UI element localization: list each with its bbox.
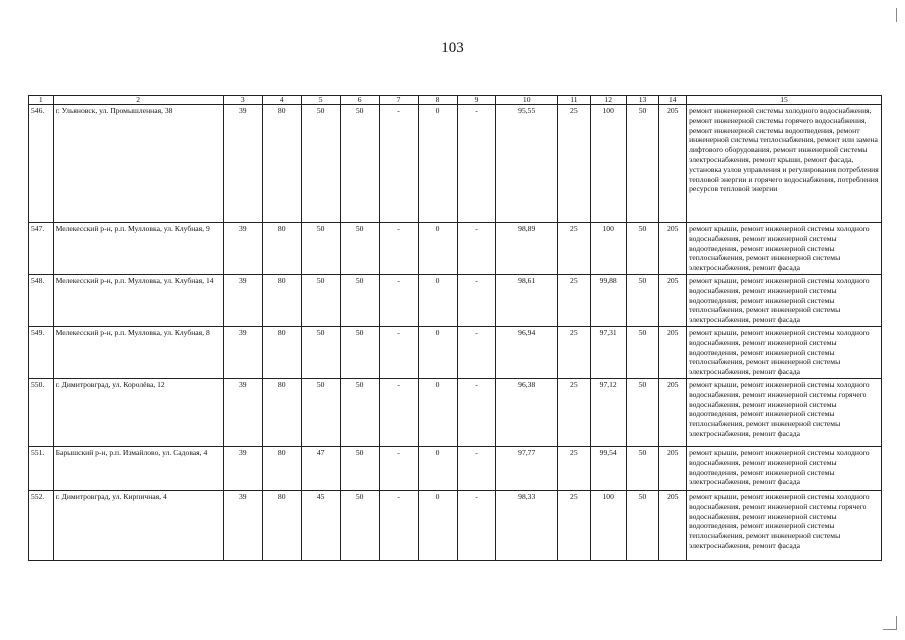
- value-cell: 45: [301, 491, 340, 561]
- scan-edge-bottom-right-h: [883, 629, 897, 630]
- works-description-cell: ремонт крыши, ремонт инженерной системы холодного водоснабжения, ремонт инженерной системы горячего водоснабжения, ремонт инженерной системы водоотведения, ремонт инженерной системы теплоснабжения, ремонт инженерной системы электроснабжения, ремонт фасада: [687, 491, 882, 561]
- value-cell: -: [457, 275, 496, 327]
- value-cell: -: [457, 447, 496, 491]
- value-cell: 39: [223, 447, 262, 491]
- value-cell: 25: [557, 491, 590, 561]
- column-header: 12: [590, 96, 626, 105]
- value-cell: 50: [340, 327, 379, 379]
- table-row: [29, 105, 882, 223]
- value-cell: 39: [223, 275, 262, 327]
- value-cell: 80: [262, 327, 301, 379]
- column-header: 9: [457, 96, 496, 105]
- value-cell: 50: [626, 105, 659, 223]
- address-cell: Мелекесский р-н, р.п. Мулловка, ул. Клубная, 9: [53, 223, 223, 275]
- value-cell: -: [379, 105, 418, 223]
- column-header: 5: [301, 96, 340, 105]
- value-cell: 39: [223, 223, 262, 275]
- value-cell: -: [379, 275, 418, 327]
- value-cell: -: [457, 223, 496, 275]
- value-cell: -: [379, 223, 418, 275]
- column-header: 8: [418, 96, 457, 105]
- value-cell: 100: [590, 491, 626, 561]
- column-header: 15: [687, 96, 882, 105]
- value-cell: 25: [557, 275, 590, 327]
- works-description-cell: ремонт крыши, ремонт инженерной системы холодного водоснабжения, ремонт инженерной системы горячего водоснабжения, ремонт инженерной системы водоотведения, ремонт инженерной системы теплоснабжения, ремонт инженерной системы электроснабжения, ремонт фасада: [687, 379, 882, 447]
- scan-edge-top-right: [896, 8, 897, 22]
- address-cell: Барышский р-н, р.п. Измайлово, ул. Садовая, 4: [53, 447, 223, 491]
- works-description-cell: ремонт инженерной системы холодного водоснабжения, ремонт инженерной системы горячего водоснабжения, ремонт инженерной системы водоотведения, ремонт инженерной системы теплоснабжения, ремонт или замена лифтового оборудования, ремонт инженерной системы электроснабжения, ремонт крыши, ремонт фасада, установка узлов управления и регулирования потребления тепловой энергии и горячего водоснабжения, потребления ресурсов тепловой энергии: [687, 105, 882, 223]
- works-description-cell: ремонт крыши, ремонт инженерной системы холодного водоснабжения, ремонт инженерной системы водоотведения, ремонт инженерной системы теплоснабжения, ремонт инженерной системы электроснабжения, ремонт фасада: [687, 327, 882, 379]
- value-cell: 100: [590, 223, 626, 275]
- value-cell: 50: [301, 379, 340, 447]
- column-header: 14: [659, 96, 687, 105]
- value-cell: 80: [262, 379, 301, 447]
- value-cell: 25: [557, 223, 590, 275]
- address-cell: г. Димитровград, ул. Королёва, 12: [53, 379, 223, 447]
- address-cell: г. Ульяновск, ул. Промышленная, 38: [53, 105, 223, 223]
- table-row: [29, 491, 882, 561]
- value-cell: -: [379, 379, 418, 447]
- value-cell: 205: [659, 379, 687, 447]
- value-cell: -: [379, 447, 418, 491]
- value-cell: 50: [626, 447, 659, 491]
- row-number-cell: 551.: [29, 447, 54, 491]
- value-cell: -: [457, 491, 496, 561]
- value-cell: 25: [557, 379, 590, 447]
- column-header: 3: [223, 96, 262, 105]
- column-header: 6: [340, 96, 379, 105]
- value-cell: 50: [301, 223, 340, 275]
- value-cell: 80: [262, 491, 301, 561]
- value-cell: -: [379, 327, 418, 379]
- value-cell: 205: [659, 105, 687, 223]
- works-description-cell: ремонт крыши, ремонт инженерной системы холодного водоснабжения, ремонт инженерной системы водоотведения, ремонт инженерной системы теплоснабжения, ремонт инженерной системы электроснабжения, ремонт фасада: [687, 275, 882, 327]
- value-cell: 39: [223, 327, 262, 379]
- value-cell: 50: [301, 327, 340, 379]
- value-cell: 25: [557, 327, 590, 379]
- value-cell: 99,88: [590, 275, 626, 327]
- column-header: 2: [53, 96, 223, 105]
- value-cell: 80: [262, 223, 301, 275]
- row-number-cell: 549.: [29, 327, 54, 379]
- page-number: 103: [441, 40, 464, 56]
- row-number-cell: 547.: [29, 223, 54, 275]
- value-cell: 39: [223, 105, 262, 223]
- value-cell: 0: [418, 379, 457, 447]
- column-header: 10: [496, 96, 558, 105]
- table-row: [29, 223, 882, 275]
- value-cell: 50: [626, 223, 659, 275]
- value-cell: 47: [301, 447, 340, 491]
- value-cell: 80: [262, 275, 301, 327]
- value-cell: 50: [340, 275, 379, 327]
- value-cell: 100: [590, 105, 626, 223]
- address-cell: Мелекесский р-н, р.п. Мулловка, ул. Клубная, 14: [53, 275, 223, 327]
- value-cell: 205: [659, 327, 687, 379]
- value-cell: 98,89: [496, 223, 558, 275]
- column-header: 4: [262, 96, 301, 105]
- value-cell: 50: [340, 447, 379, 491]
- value-cell: -: [457, 327, 496, 379]
- column-header: 7: [379, 96, 418, 105]
- value-cell: 0: [418, 491, 457, 561]
- value-cell: 205: [659, 223, 687, 275]
- table-row: [29, 379, 882, 447]
- value-cell: 205: [659, 447, 687, 491]
- value-cell: 96,94: [496, 327, 558, 379]
- value-cell: 98,61: [496, 275, 558, 327]
- works-description-cell: ремонт крыши, ремонт инженерной системы холодного водоснабжения, ремонт инженерной системы водоотведения, ремонт инженерной системы теплоснабжения, ремонт инженерной системы электроснабжения, ремонт фасада: [687, 223, 882, 275]
- value-cell: 25: [557, 447, 590, 491]
- value-cell: 50: [340, 223, 379, 275]
- column-header: 13: [626, 96, 659, 105]
- row-number-cell: 548.: [29, 275, 54, 327]
- value-cell: 50: [301, 275, 340, 327]
- table-row: [29, 275, 882, 327]
- value-cell: -: [457, 105, 496, 223]
- value-cell: 50: [340, 105, 379, 223]
- value-cell: 97,12: [590, 379, 626, 447]
- value-cell: 97,77: [496, 447, 558, 491]
- row-number-cell: 552.: [29, 491, 54, 561]
- value-cell: 0: [418, 223, 457, 275]
- column-header: 1: [29, 96, 54, 105]
- column-header: 11: [557, 96, 590, 105]
- value-cell: 205: [659, 275, 687, 327]
- value-cell: 0: [418, 275, 457, 327]
- value-cell: 205: [659, 491, 687, 561]
- table-row: [29, 447, 882, 491]
- value-cell: 50: [301, 105, 340, 223]
- value-cell: 97,31: [590, 327, 626, 379]
- row-number-cell: 550.: [29, 379, 54, 447]
- value-cell: -: [457, 379, 496, 447]
- table-row: [29, 327, 882, 379]
- works-description-cell: ремонт крыши, ремонт инженерной системы холодного водоснабжения, ремонт инженерной системы водоотведения, ремонт инженерной системы электроснабжения, ремонт фасада: [687, 447, 882, 491]
- data-table: [28, 95, 882, 561]
- value-cell: 50: [626, 275, 659, 327]
- value-cell: 39: [223, 379, 262, 447]
- row-number-cell: 546.: [29, 105, 54, 223]
- header-row: [29, 96, 882, 105]
- value-cell: 0: [418, 327, 457, 379]
- value-cell: 95,55: [496, 105, 558, 223]
- value-cell: 50: [340, 379, 379, 447]
- value-cell: 0: [418, 105, 457, 223]
- scan-edge-bottom-right: [896, 616, 897, 630]
- address-cell: г. Димитровград, ул. Кирпичная, 4: [53, 491, 223, 561]
- value-cell: 96,38: [496, 379, 558, 447]
- value-cell: 80: [262, 105, 301, 223]
- value-cell: 50: [340, 491, 379, 561]
- value-cell: 98,33: [496, 491, 558, 561]
- value-cell: 39: [223, 491, 262, 561]
- value-cell: 0: [418, 447, 457, 491]
- value-cell: -: [379, 491, 418, 561]
- address-cell: Мелекесский р-н, р.п. Мулловка, ул. Клубная, 8: [53, 327, 223, 379]
- value-cell: 50: [626, 379, 659, 447]
- value-cell: 50: [626, 491, 659, 561]
- value-cell: 99,54: [590, 447, 626, 491]
- value-cell: 50: [626, 327, 659, 379]
- value-cell: 25: [557, 105, 590, 223]
- value-cell: 80: [262, 447, 301, 491]
